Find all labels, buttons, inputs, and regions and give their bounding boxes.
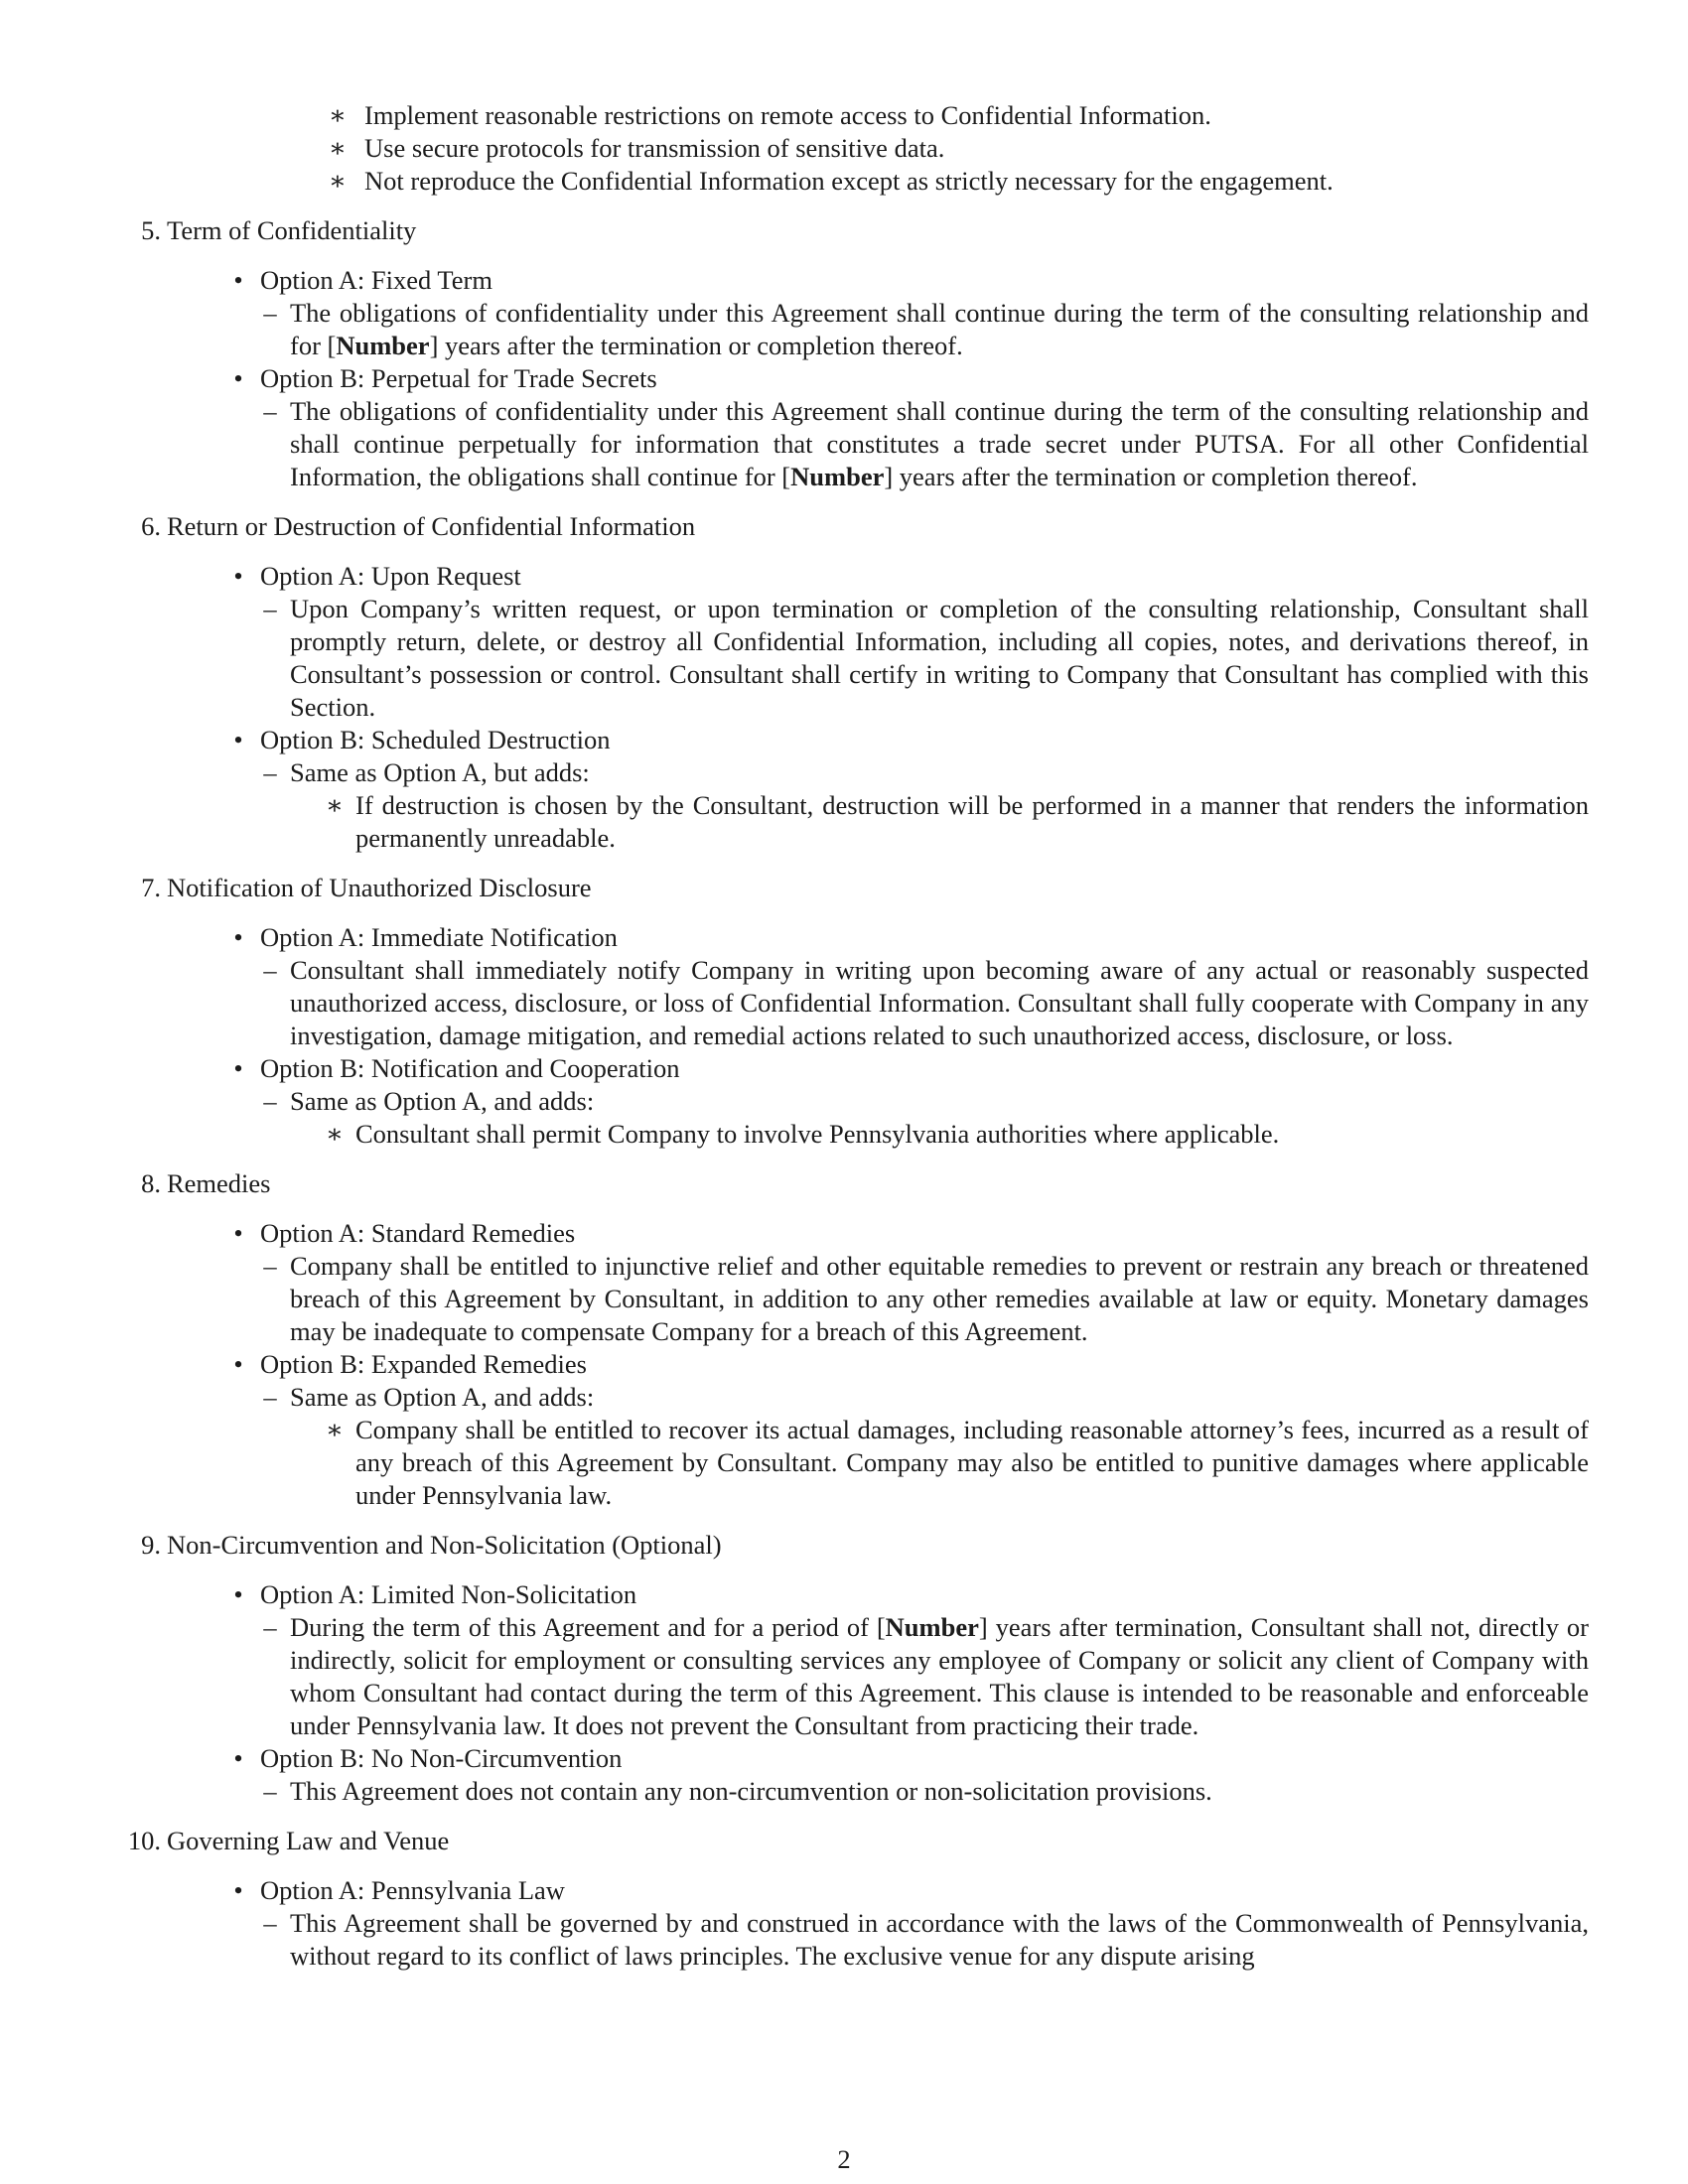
section-7	[139, 872, 1589, 1151]
option-b	[228, 724, 1589, 756]
text-part: Same as Option A, but adds:	[290, 757, 590, 787]
dash-icon: –	[263, 955, 277, 985]
text-part: Same as Option A, and adds:	[290, 1086, 595, 1116]
list-item-text: Implement reasonable restrictions on remote access to Confidential Information.	[364, 100, 1211, 130]
option-a	[228, 1217, 1589, 1250]
section-title-text: Return or Destruction of Confidential Information	[167, 511, 696, 541]
option-label: Option B: Notification and Cooperation	[260, 1053, 680, 1083]
text-part: The obligations of confidentiality under this Agreement shall continue during the term of the consulting relationship and shall continue perpetually for information that constitutes a trade secret under PUTSA. For all other Confidential Information, the obligations shall continue for [	[290, 396, 1589, 491]
option-label: Option B: No Non-Circumvention	[260, 1743, 623, 1773]
option-subitem	[320, 1118, 1589, 1151]
bullet-icon: •	[233, 1579, 243, 1609]
list-item	[323, 99, 1589, 132]
section-number: 9.	[141, 1530, 161, 1560]
option-text	[258, 1381, 1589, 1414]
dash-icon: –	[263, 396, 277, 426]
bullet-icon: •	[233, 922, 243, 952]
option-text	[258, 593, 1589, 724]
option-b	[228, 362, 1589, 395]
bullet-icon: •	[233, 265, 243, 295]
placeholder-number: Number	[336, 331, 430, 360]
bullet-icon: •	[233, 1743, 243, 1773]
option-text	[258, 1611, 1589, 1742]
bullet-icon: •	[233, 1218, 243, 1248]
page-content	[127, 99, 1589, 1973]
dash-icon: –	[263, 594, 277, 623]
text-part: ] years after the termination or completion thereof.	[884, 462, 1418, 491]
section-number: 5.	[141, 215, 161, 245]
continued-list	[323, 99, 1589, 198]
section-8	[139, 1167, 1589, 1512]
option-b	[228, 1742, 1589, 1775]
option-text	[258, 1907, 1589, 1973]
text-part: Consultant shall permit Company to involve Pennsylvania authorities where applicable.	[355, 1119, 1280, 1149]
bullet-icon: •	[233, 1875, 243, 1905]
section-title	[139, 872, 1589, 904]
dash-icon: –	[263, 1382, 277, 1412]
option-label: Option A: Limited Non-Solicitation	[260, 1579, 637, 1609]
section-title-text: Remedies	[167, 1168, 271, 1198]
option-text	[258, 954, 1589, 1052]
placeholder-number: Number	[885, 1612, 979, 1642]
section-6	[139, 510, 1589, 855]
dash-icon: –	[263, 1612, 277, 1642]
section-title	[139, 1167, 1589, 1200]
option-label: Option B: Perpetual for Trade Secrets	[260, 363, 657, 393]
section-title	[139, 510, 1589, 543]
option-label: Option A: Pennsylvania Law	[260, 1875, 565, 1905]
text-part: ] years after the termination or completion thereof.	[429, 331, 963, 360]
option-b	[228, 1052, 1589, 1085]
section-title	[139, 214, 1589, 247]
text-part: ] years after termination, Consultant shall not, directly or indirectly, solicit for employment or consulting services any employee of Company or solicit any client of Company with whom Consultant had contact during the term of this Agreement. This clause is intended to be reasonable and enforceable under Pennsylvania law. It does not prevent the Consultant from practicing their trade.	[290, 1612, 1589, 1740]
option-label: Option A: Immediate Notification	[260, 922, 618, 952]
option-text	[258, 1250, 1589, 1348]
section-number: 7.	[141, 873, 161, 902]
option-a	[228, 1874, 1589, 1907]
section-title-text: Term of Confidentiality	[167, 215, 417, 245]
dash-icon: –	[263, 1251, 277, 1281]
text-part: This Agreement shall be governed by and construed in accordance with the laws of the Commonwealth of Pennsylvania, without regard to its conflict of laws principles. The exclusive venue for any dispute arising	[290, 1908, 1589, 1971]
option-text	[258, 395, 1589, 493]
text-part: Consultant shall immediately notify Company in writing upon becoming aware of any actual or reasonably suspected unauthorized access, disclosure, or loss of Confidential Information. Consultant shall fully cooperate with Company in any investigation, damage mitigation, and remedial actions related to such unauthorized access, disclosure, or loss.	[290, 955, 1589, 1050]
option-subitem	[320, 1414, 1589, 1512]
option-text	[258, 756, 1589, 789]
section-number: 6.	[141, 511, 161, 541]
option-text	[258, 1775, 1589, 1808]
dash-icon: –	[263, 298, 277, 328]
option-text	[258, 297, 1589, 362]
list-item-text: Use secure protocols for transmission of sensitive data.	[364, 133, 945, 163]
list-item-text: Not reproduce the Confidential Information except as strictly necessary for the engagement.	[364, 166, 1334, 196]
bullet-icon: •	[233, 561, 243, 591]
text-part: This Agreement does not contain any non-circumvention or non-solicitation provisions.	[290, 1776, 1212, 1806]
bullet-icon: •	[233, 363, 243, 393]
asterisk-icon: ∗	[328, 133, 347, 163]
section-10	[127, 1825, 1589, 1973]
placeholder-number: Number	[790, 462, 885, 491]
list-item	[323, 132, 1589, 165]
option-label: Option A: Fixed Term	[260, 265, 492, 295]
text-part: Same as Option A, and adds:	[290, 1382, 595, 1412]
dash-icon: –	[263, 1776, 277, 1806]
section-5	[139, 214, 1589, 493]
bullet-icon: •	[233, 1349, 243, 1379]
asterisk-icon: ∗	[325, 790, 344, 820]
option-subitem	[320, 789, 1589, 855]
option-label: Option B: Expanded Remedies	[260, 1349, 587, 1379]
asterisk-icon: ∗	[325, 1415, 344, 1444]
section-title	[139, 1529, 1589, 1562]
bullet-icon: •	[233, 725, 243, 754]
text-part: Company shall be entitled to injunctive relief and other equitable remedies to prevent or restrain any breach or threatened breach of this Agreement by Consultant, in addition to any other remedies available at law or equity. Monetary damages may be inadequate to compensate Company for a breach of this Agreement.	[290, 1251, 1589, 1346]
section-title-text: Non-Circumvention and Non-Solicitation (Optional)	[167, 1530, 722, 1560]
dash-icon: –	[263, 757, 277, 787]
section-number: 10.	[127, 1826, 161, 1855]
asterisk-icon: ∗	[325, 1119, 344, 1149]
option-a	[228, 1578, 1589, 1611]
section-9	[139, 1529, 1589, 1808]
option-a	[228, 264, 1589, 297]
dash-icon: –	[263, 1908, 277, 1938]
page-number: 2	[837, 2144, 851, 2174]
asterisk-icon: ∗	[328, 100, 347, 130]
dash-icon: –	[263, 1086, 277, 1116]
text-part: Upon Company’s written request, or upon termination or completion of the consulting relationship, Consultant shall promptly return, delete, or destroy all Confidential Information, including all copies, notes, and derivations thereof, in Consultant’s possession or control. Consultant shall certify in writing to Company that Consultant has complied with this Section.	[290, 594, 1589, 722]
option-a	[228, 560, 1589, 593]
bullet-icon: •	[233, 1053, 243, 1083]
option-text	[258, 1085, 1589, 1118]
text-part: The obligations of confidentiality under this Agreement shall continue during the term of the consulting relationship and for [	[290, 298, 1589, 360]
option-a	[228, 921, 1589, 954]
option-label: Option A: Standard Remedies	[260, 1218, 576, 1248]
section-title-text: Notification of Unauthorized Disclosure	[167, 873, 592, 902]
option-label: Option B: Scheduled Destruction	[260, 725, 611, 754]
section-title-text: Governing Law and Venue	[167, 1826, 450, 1855]
option-label: Option A: Upon Request	[260, 561, 521, 591]
text-part: If destruction is chosen by the Consultant, destruction will be performed in a manner that renders the information permanently unreadable.	[355, 790, 1589, 853]
section-title	[127, 1825, 1589, 1857]
section-number: 8.	[141, 1168, 161, 1198]
text-part: Company shall be entitled to recover its actual damages, including reasonable attorney’s fees, incurred as a result of any breach of this Agreement by Consultant. Company may also be entitled to punitive damages where applicable under Pennsylvania law.	[355, 1415, 1589, 1510]
text-part: During the term of this Agreement and for a period of [	[290, 1612, 886, 1642]
list-item	[323, 165, 1589, 198]
option-b	[228, 1348, 1589, 1381]
asterisk-icon: ∗	[328, 166, 347, 196]
